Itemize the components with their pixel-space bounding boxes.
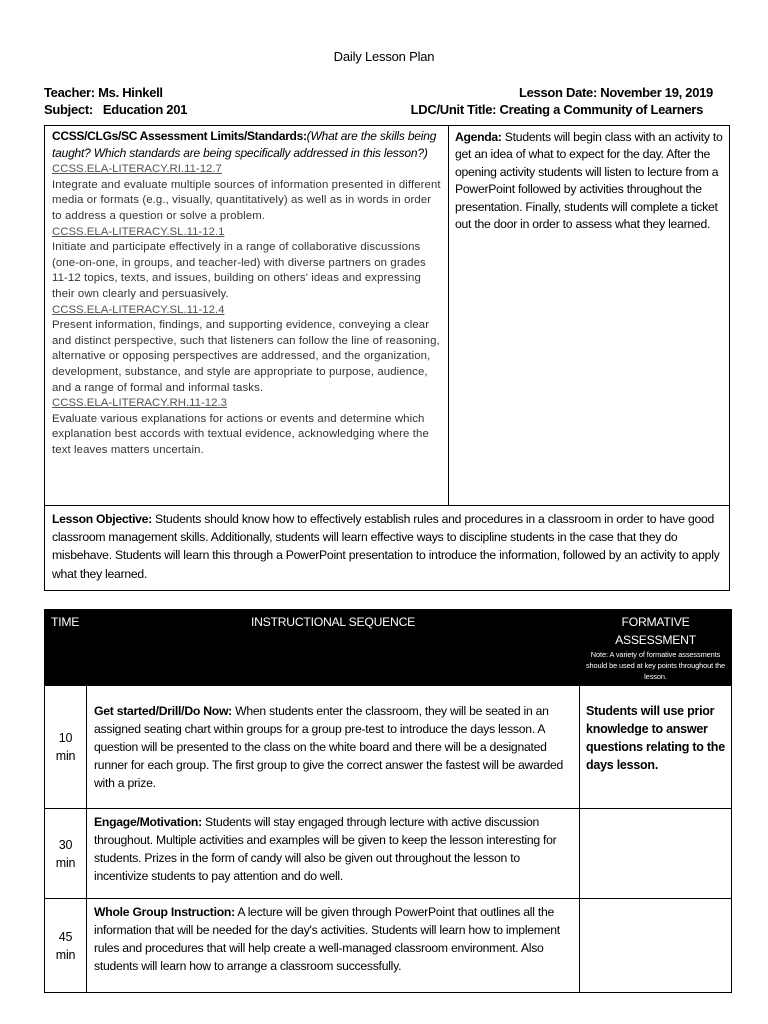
time-cell	[45, 809, 87, 899]
standard-code[interactable]: CCSS.ELA-LITERACY.RH.11-12.3	[52, 397, 227, 410]
column-divider	[448, 126, 449, 505]
unit-title: LDC/Unit Title: Creating a Community of Learners	[410, 102, 703, 117]
standards-question: (What are the skills being taught? Which standards are being specifically addressed in this lesson?)	[52, 129, 437, 160]
step-text: Students will stay engaged through lecture with active discussion throughout. Multiple activities and examples will be given to keep the lesson interesting for students. Prizes in the form of candy will also be given out throughout the lesson to incentivize students to pay attention and do well.	[94, 815, 557, 883]
standards-section	[52, 129, 442, 458]
standard-description: Present information, findings, and supporting evidence, conveying a clear and distinct perspective, such that listeners can follow the line of reasoning, alternative or opposing perspectives are addressed, and the organization, development, substance, and style are appropriate to purpose, audience, and a range of formal and informal tasks.	[52, 319, 440, 394]
table-row	[45, 809, 732, 899]
assessment-note: Note: A variety of formative assessments should be used at key points throughout the lesson.	[585, 650, 726, 681]
standard-code[interactable]: CCSS.ELA-LITERACY.SL.11-12.4	[52, 303, 225, 316]
time-cell	[45, 899, 87, 993]
objective-text: Students should know how to effectively establish rules and procedures in a classroom in order to have good classroom management skills. Additionally, students will learn effective ways to discipline students in the case that they do misbehave. Students will learn this through a PowerPoint presentation to introduce the information, followed by an activity to apply what they learned.	[52, 512, 720, 581]
table-header-row	[45, 610, 732, 686]
agenda-label: Agenda:	[455, 130, 502, 144]
assessment-cell: Students will use prior knowledge to answer questions relating to the days lesson.	[580, 686, 732, 809]
time-value: 45	[58, 929, 73, 944]
agenda-text: Students will begin class with an activity to get an idea of what to expect for the day. After the opening activity students will listen to lecture from a PowerPoint followed by activities throughout the presentation. Finally, students will complete a ticket out the door in order to assess what they learned.	[455, 130, 723, 232]
standards-label: CCSS/CLGs/SC Assessment Limits/Standards:	[52, 129, 307, 143]
assessment-cell	[580, 899, 732, 993]
objective-label: Lesson Objective:	[52, 512, 152, 526]
time-unit: min	[55, 749, 76, 763]
assessment-cell	[580, 809, 732, 899]
time-cell	[45, 686, 87, 809]
step-label: Engage/Motivation:	[94, 815, 202, 829]
step-label: Get started/Drill/Do Now:	[94, 704, 232, 718]
instruction-cell	[87, 809, 580, 899]
standard-description: Evaluate various explanations for actions or events and determine which explanation best accords with textual evidence, acknowledging where the text leaves matters uncertain.	[52, 412, 429, 456]
step-text: A lecture will be given through PowerPoint that outlines all the information that will be needed for the day's activities. Students will learn how to implement rules and procedures that will help create a well-managed classroom environment. Also students will learn how to arrange a classroom successfully.	[94, 905, 560, 973]
time-value: 10	[58, 731, 73, 745]
table-row	[45, 899, 732, 993]
standard-description: Integrate and evaluate multiple sources of information presented in different media or formats (e.g., visually, quantitatively) as well as in words in order to address a question or solve a problem.	[52, 178, 441, 222]
assessment-column-header	[580, 610, 732, 686]
standards-agenda-box	[44, 125, 730, 506]
instruction-column-header: INSTRUCTIONAL SEQUENCE	[87, 610, 580, 686]
table-row	[45, 686, 732, 809]
standard-code[interactable]: CCSS.ELA-LITERACY.SL.11-12.1	[52, 225, 225, 238]
lesson-date: Lesson Date: November 19, 2019	[518, 85, 713, 100]
time-unit: min	[55, 947, 76, 962]
instruction-cell	[87, 686, 580, 809]
assessment-header-title: FORMATIVE ASSESSMENT	[615, 615, 696, 647]
teacher-name: Teacher: Ms. Hinkell	[44, 85, 163, 100]
instructional-sequence-table	[44, 609, 732, 993]
agenda-section	[455, 129, 727, 233]
objective-box	[44, 505, 730, 591]
standard-code[interactable]: CCSS.ELA-LITERACY.RI.11-12.7	[52, 163, 222, 176]
step-text: When students enter the classroom, they will be seated in an assigned seating chart within groups for a group pre-test to introduce the days lesson. A question will be presented to the class on the white board and there will be a designated runner for each group. The first group to give the correct answer the fastest will be awarded with a prize.	[94, 704, 564, 790]
time-value: 30	[58, 837, 73, 852]
instruction-cell	[87, 899, 580, 993]
time-column-header: TIME	[45, 610, 87, 686]
page-title: Daily Lesson Plan	[333, 49, 435, 64]
step-label: Whole Group Instruction:	[94, 905, 235, 919]
subject: Subject: Education 201	[44, 102, 188, 117]
time-unit: min	[55, 855, 76, 870]
standard-description: Initiate and participate effectively in a range of collaborative discussions (one-on-one, in groups, and teacher-led) with diverse partners on grades 11-12 topics, texts, and issues, building on others' ideas and expressing their own clearly and persuasively.	[52, 241, 426, 300]
objective-section	[52, 510, 722, 583]
